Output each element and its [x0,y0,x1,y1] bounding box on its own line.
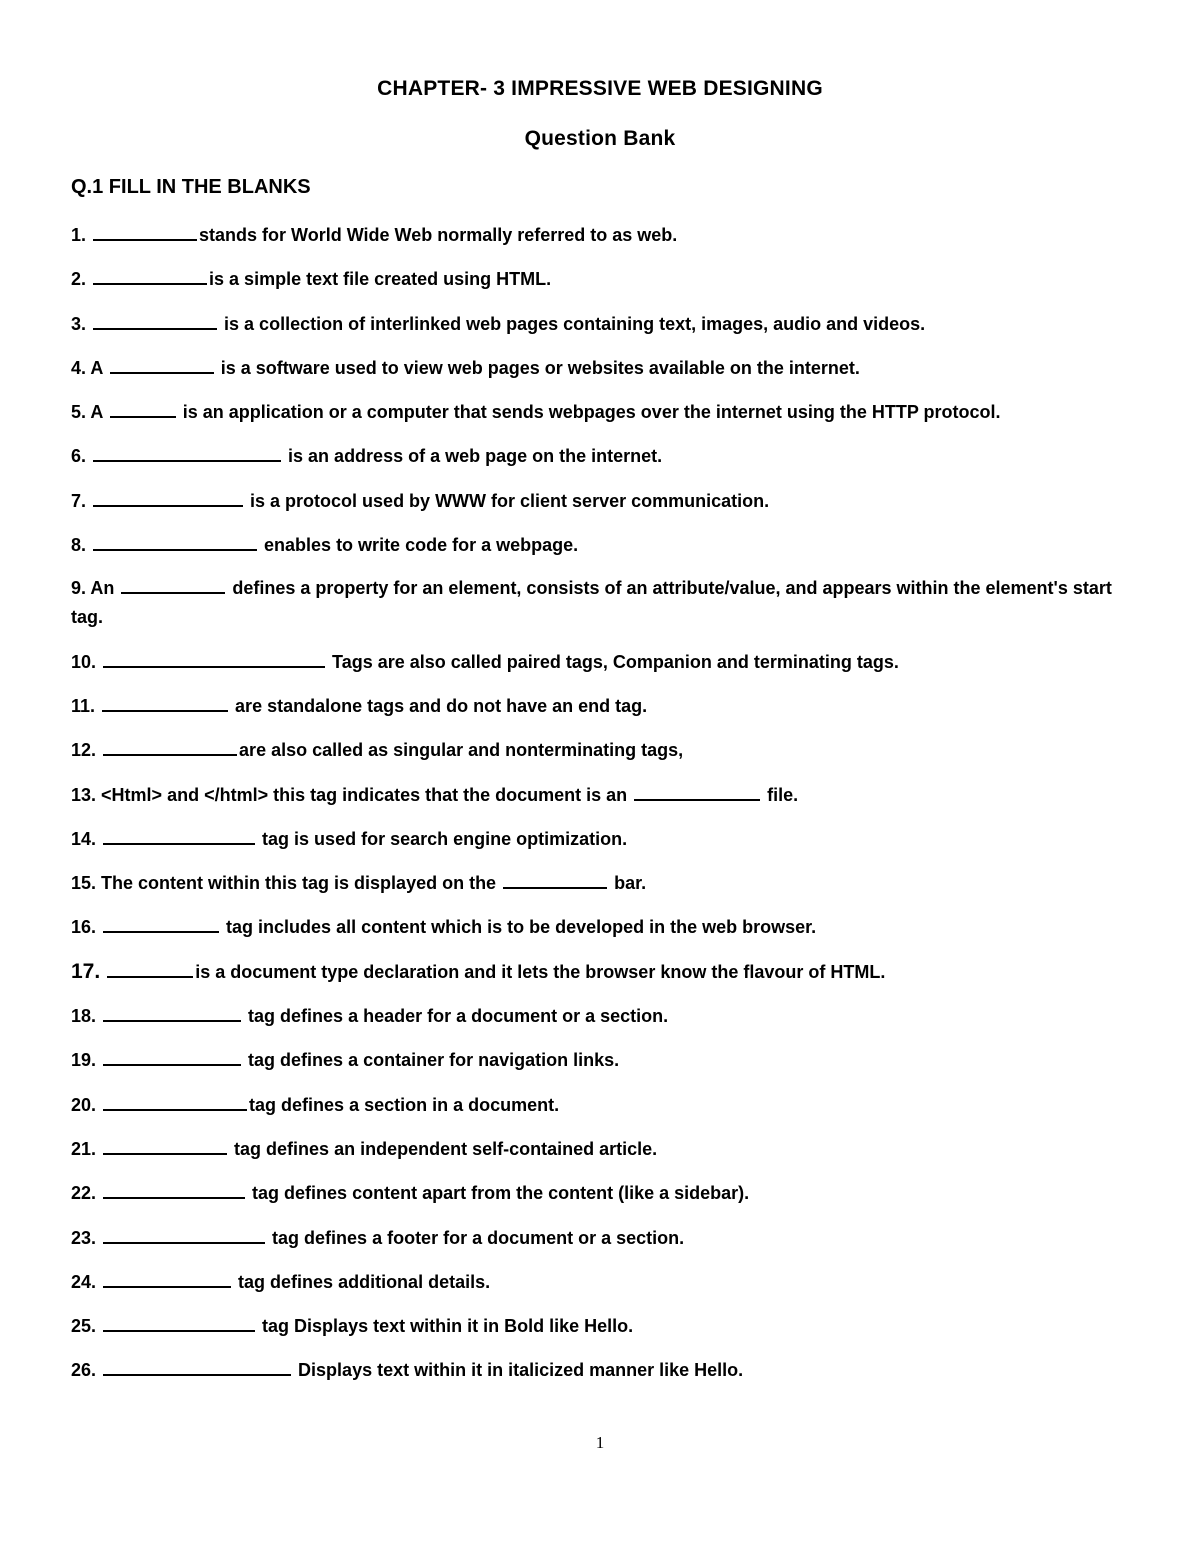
answer-blank [103,648,325,668]
question-item [71,1311,1141,1341]
question-text-before: <Html> and </html> this tag indicates that the document is an [101,784,633,805]
question-number: 8. [71,535,87,556]
answer-blank [93,531,257,551]
question-item [71,735,1141,765]
question-text-after: tag Displays text within it in Bold like Hello. [257,1316,634,1337]
question-number: 16. [71,917,97,938]
question-item [71,824,1141,854]
question-item [71,530,1141,560]
answer-blank [107,958,193,978]
question-item [71,1267,1141,1297]
answer-blank [93,487,243,507]
question-item [71,780,1141,810]
question-number: 6. [71,446,87,467]
question-text-after: is a document type declaration and it lets the browser know the flavour of HTML. [195,961,886,982]
question-text-after: stands for World Wide Web normally referred to as web. [199,225,678,245]
question-number: 13. [71,784,97,805]
question-item [71,1090,1141,1120]
question-number: 22. [71,1183,97,1204]
question-item [71,691,1141,721]
question-text-after: file. [762,784,799,805]
question-list [71,220,1141,1400]
answer-blank [103,913,219,933]
question-number: 23. [71,1227,97,1248]
question-number: 18. [71,1006,97,1027]
chapter-title: CHAPTER- 3 IMPRESSIVE WEB DESIGNING [377,77,823,100]
answer-blank [103,1224,265,1244]
answer-blank [103,1091,247,1111]
question-text-after: enables to write code for a webpage. [259,535,579,556]
answer-blank [103,1179,245,1199]
answer-blank [93,442,281,462]
question-number: 2. [71,269,87,290]
question-text-after: is a software used to view web pages or websites available on the internet. [215,357,860,378]
page-number: 1 [595,1433,605,1452]
question-item [71,264,1141,294]
answer-blank [93,221,197,241]
question-number: 20. [71,1094,97,1115]
answer-blank [634,781,760,801]
question-text-after: is an application or a computer that sends webpages over the internet using the HTTP protocol. [177,402,1001,423]
question-item [71,647,1141,677]
question-text-after: tag includes all content which is to be developed in the web browser. [221,917,817,938]
question-number: 3. [71,313,87,334]
question-text-after: are also called as singular and nonterminating tags, [239,740,684,761]
page-subtitle: Question Bank [524,127,676,150]
question-number: 9. [71,578,87,599]
question-number: 26. [71,1360,97,1381]
answer-blank [103,1356,291,1376]
answer-blank [110,354,214,374]
answer-blank [102,692,228,712]
answer-blank [121,574,225,594]
answer-blank [103,1046,241,1066]
question-text-after: are standalone tags and do not have an end tag. [230,695,648,716]
answer-blank [103,1312,255,1332]
question-item [71,1045,1141,1075]
question-item [71,1223,1141,1253]
question-text-after: tag defines content apart from the content (like a sidebar). [247,1183,750,1204]
question-number: 10. [71,651,97,672]
question-item [71,1355,1141,1385]
answer-blank [103,1135,227,1155]
answer-blank [103,1268,231,1288]
question-number: 4. [71,357,87,378]
answer-blank [103,1002,241,1022]
question-number: 17. [71,959,101,983]
question-text-after: tag is used for search engine optimization. [257,828,628,849]
question-text-before: A [90,357,108,378]
question-text-after: tag defines a footer for a document or a section. [267,1227,685,1248]
answer-blank [93,265,207,285]
answer-blank [93,310,217,330]
question-item [71,574,1141,632]
question-item [71,1134,1141,1164]
question-item [71,397,1141,427]
question-number: 14. [71,828,97,849]
question-item [71,220,1141,250]
question-item [71,486,1141,516]
question-number: 7. [71,490,87,511]
question-item [71,912,1141,942]
question-text-after: tag defines an independent self-contained article. [229,1138,658,1159]
question-text-after: tag defines a header for a document or a section. [243,1006,669,1027]
question-text-after: bar. [609,873,647,894]
answer-blank [103,736,237,756]
question-item [71,868,1141,898]
question-text-after: tag defines a section in a document. [249,1094,560,1115]
section-heading: Q.1 FILL IN THE BLANKS [71,176,311,198]
question-number: 19. [71,1050,97,1071]
question-text-after: is a protocol used by WWW for client server communication. [245,490,770,511]
question-text-after: Tags are also called paired tags, Companion and terminating tags. [327,651,899,672]
question-number: 12. [71,740,97,761]
question-number: 25. [71,1316,97,1337]
question-text-after: is an address of a web page on the internet. [283,446,663,467]
answer-blank [110,398,176,418]
question-item [71,309,1141,339]
question-number: 5. [71,402,87,423]
question-item [71,1178,1141,1208]
question-item [71,441,1141,471]
answer-blank [103,825,255,845]
question-number: 15. [71,873,97,894]
question-number: 11. [71,695,96,716]
question-item [71,1001,1141,1031]
question-item [71,957,1141,987]
answer-blank [503,869,607,889]
question-text-before: An [90,578,120,599]
question-item [71,353,1141,383]
question-number: 1. [71,225,87,245]
question-number: 21. [71,1138,97,1159]
question-text-after: tag defines a container for navigation links. [243,1050,620,1071]
question-text-after: is a simple text file created using HTML. [209,269,552,290]
question-text-before: A [90,402,108,423]
question-text-before: The content within this tag is displayed on the [101,873,502,894]
question-text-after: is a collection of interlinked web pages containing text, images, audio and videos. [219,313,926,334]
question-text-after: defines a property for an element, consists of an attribute/value, and appears within the element's start tag. [71,578,1112,628]
question-number: 24. [71,1271,97,1292]
question-text-after: tag defines additional details. [233,1271,491,1292]
question-text-after: Displays text within it in italicized manner like Hello. [293,1360,744,1381]
